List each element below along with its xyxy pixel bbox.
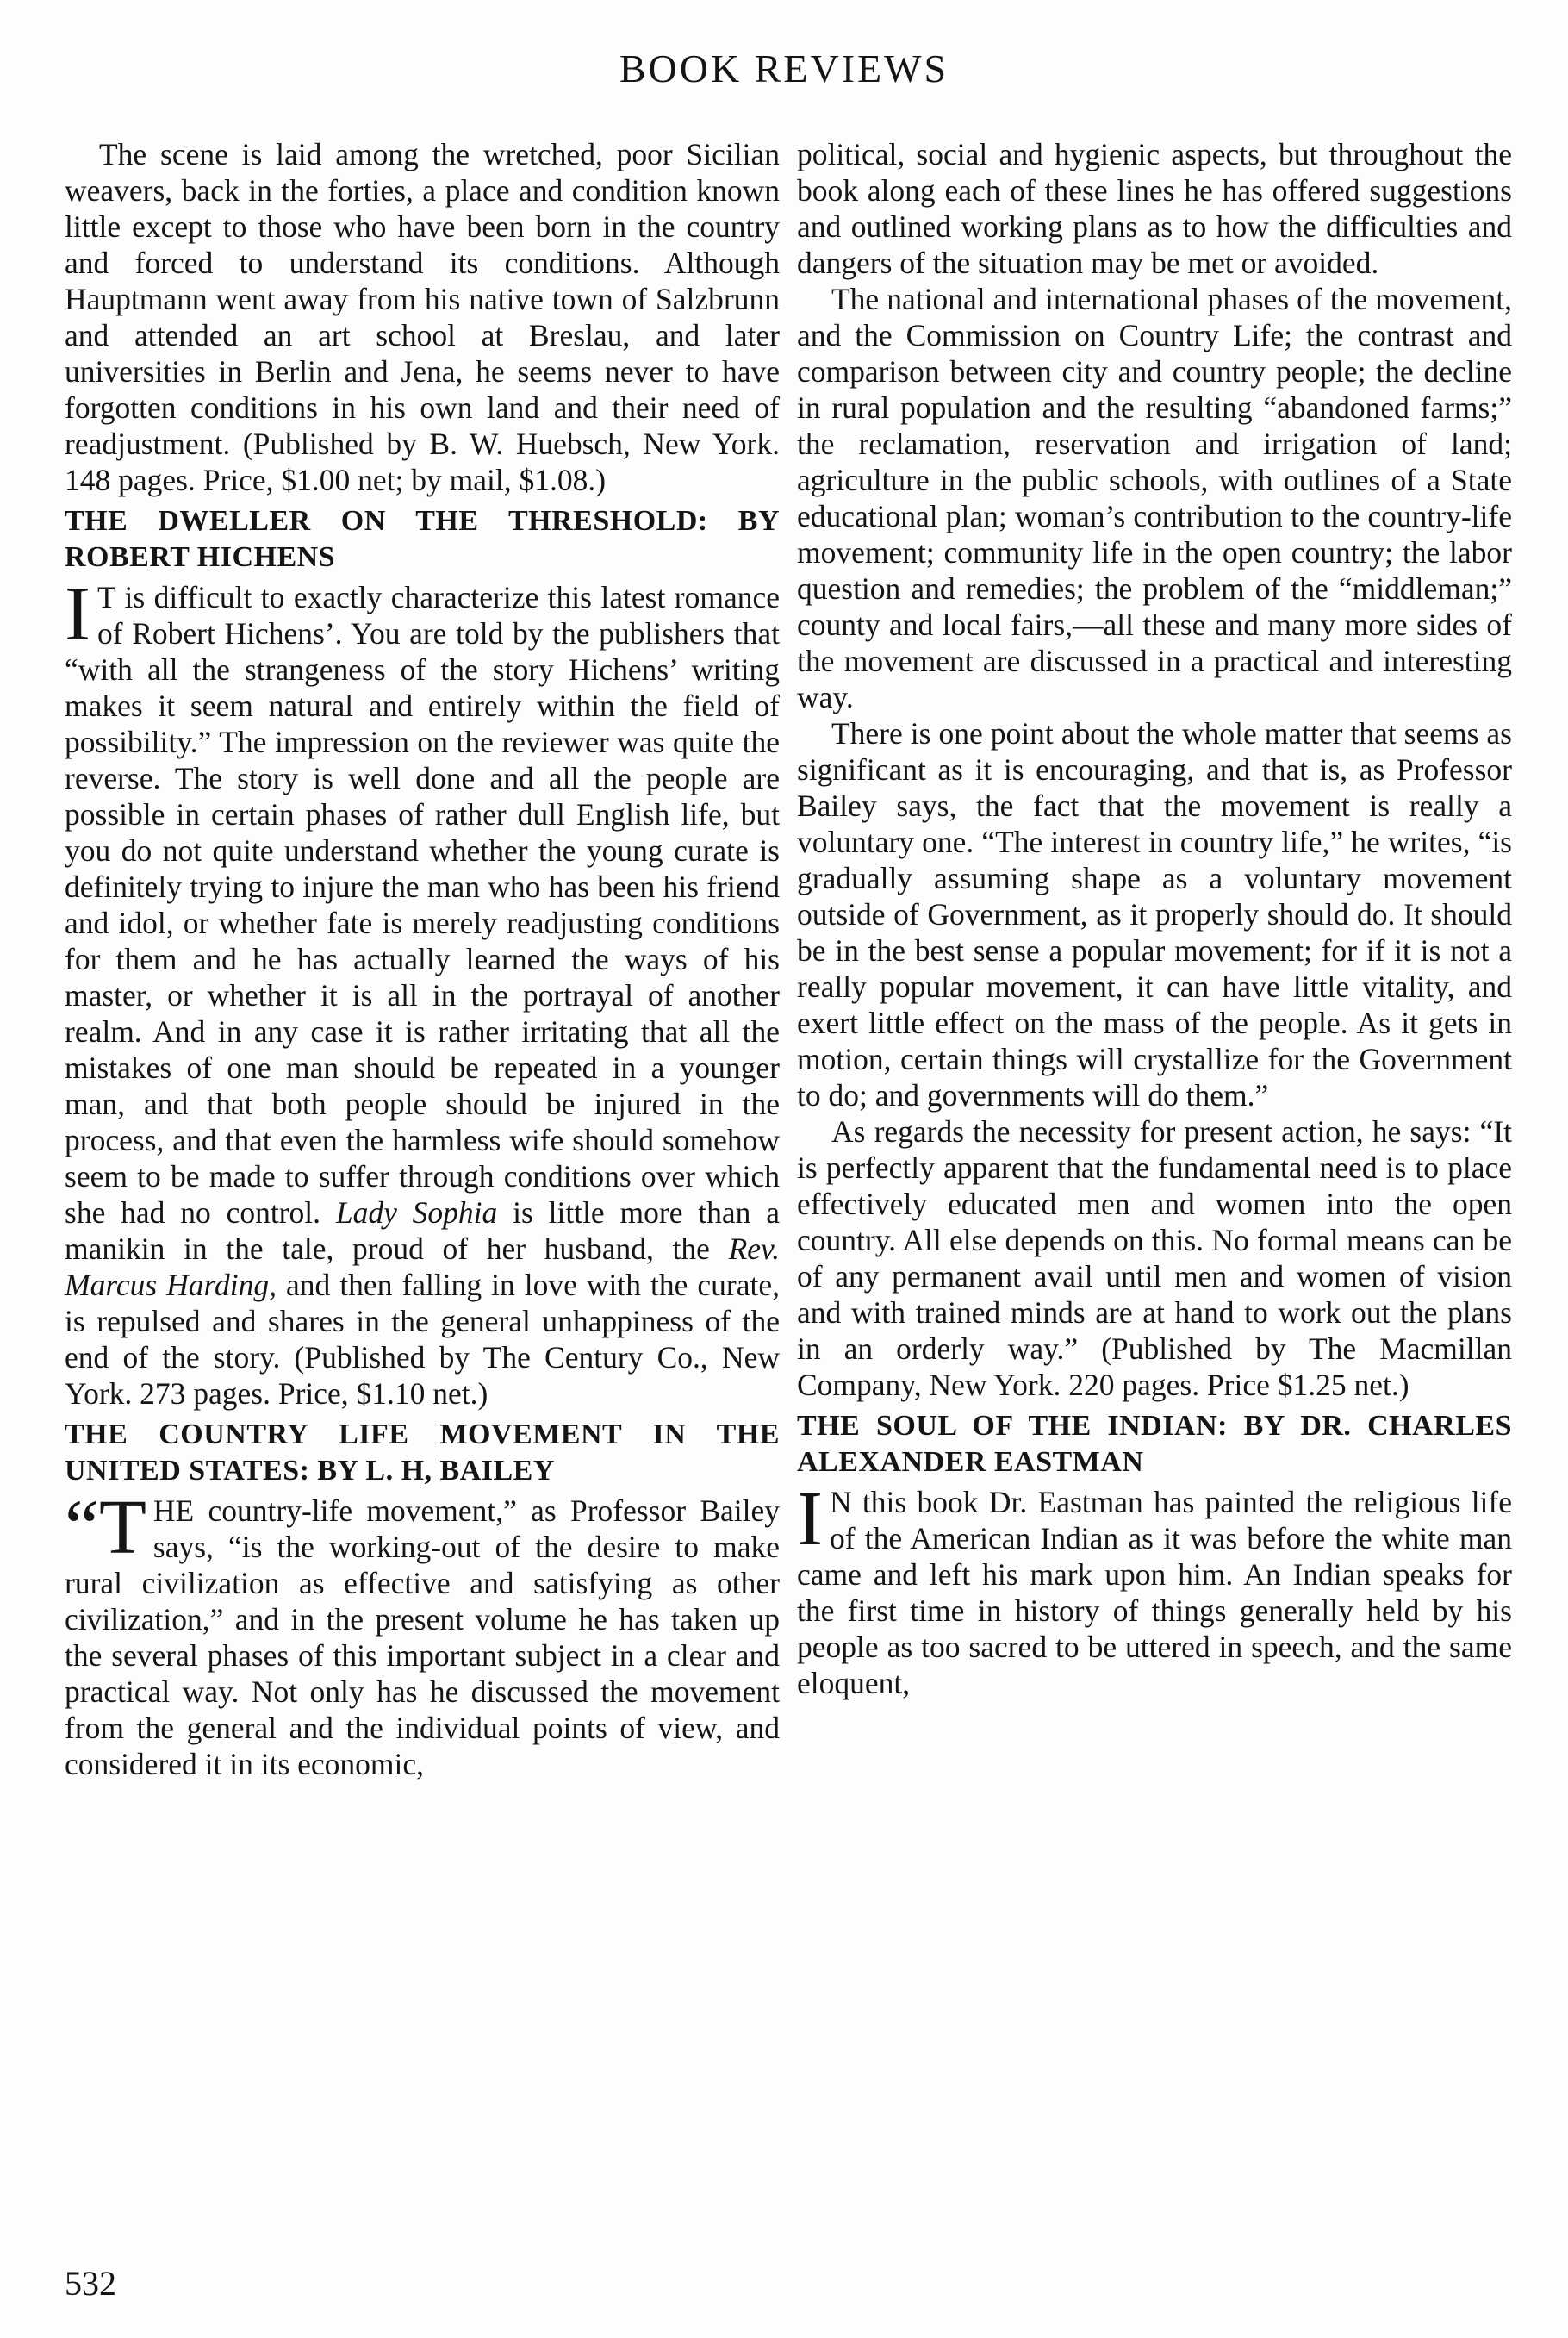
heading-soul-of-the-indian: THE SOUL OF THE INDIAN: BY DR. CHARLES ALEXANDER EASTMAN bbox=[797, 1410, 1512, 1478]
soul-of-indian-review bbox=[797, 1476, 1512, 1701]
running-head: BOOK REVIEWS bbox=[619, 47, 949, 90]
italic-lady-sophia: Lady Sophia bbox=[335, 1195, 498, 1230]
right-column bbox=[797, 136, 1512, 1701]
soul-of-indian-review-text: N this book Dr. Eastman has painted the religious life of the American Indian as it was before the white man came and left his mark upon him. An Indian speaks for the first time in history of things generally held by his people as too sacred to be uttered in speech, and the same eloquent, bbox=[797, 1485, 1512, 1700]
country-life-phases-paragraph: The national and international phases of the movement, and the Commission on Country Life; the contrast and comparison between city and country people; the decline in rural population and the resulting “abandoned farms;” the reclamation, reservation and irrigation of land; agriculture in the public schools, with outlines of a State educational plan; woman’s contribution to the country-life movement; community life in the open country; the labor question and remedies; the problem of the “middleman;” county and local fairs,—all these and many more sides of the movement are discussed in a practical and interesting way. bbox=[797, 282, 1512, 714]
dweller-review-text-b: is little more than a manikin in the tale, proud of her husband, the bbox=[65, 1195, 780, 1266]
country-life-present-action-paragraph: As regards the necessity for present action, he says: “It is perfectly apparent that the fundamental need is to place effectively educated men and women into the open country. All else depends on this. No formal means can be of any permanent avail until men and women of vision and with trained minds are at hand to work out the plans in an orderly way.” (Published by The Macmillan Company, New York. 220 pages. Price $1.25 net.) bbox=[797, 1114, 1512, 1402]
drop-cap: I bbox=[797, 1476, 823, 1562]
page-number: 532 bbox=[65, 2264, 116, 2303]
left-column bbox=[65, 136, 780, 1782]
heading-dweller-on-the-threshold: THE DWELLER ON THE THRESHOLD: BY ROBERT HICHENS bbox=[65, 505, 780, 573]
weavers-review-conclusion: The scene is laid among the wretched, poor Sicilian weavers, back in the forties, a place and condition known little except to those who have been born in the country and forced to understand its conditions. Although Hauptmann went away from his native town of Salzbrunn and attended an art school at Breslau, and later universities in Berlin and Jena, he seems never to have forgotten conditions in his own land and their need of readjustment. (Published by B. W. Huebsch, New York. 148 pages. Price, $1.00 net; by mail, $1.08.) bbox=[65, 137, 780, 497]
heading-country-life-movement: THE COUNTRY LIFE MOVEMENT IN THE UNITED STATES: BY L. H, BAILEY bbox=[65, 1418, 780, 1487]
italic-rev-marcus-harding: Rev. Marcus Harding, bbox=[65, 1231, 781, 1302]
dweller-review bbox=[65, 571, 781, 1412]
dweller-review-text-c: and then falling in love with the curate, is repulsed and shares in the general unhappiness of the end of the story. (Published by The Century Co., New York. 273 pages. Price, $1.10 net.) bbox=[65, 1268, 780, 1411]
country-life-review-text: HE country-life movement,” as Professor Bailey says, “is the working-out of the desire to make rural civilization as effective and satisfying as other civilization,” and in the present volume he has taken up the several phases of this important subject in a clear and practical way. Not only has he discussed the movement from the general and the individual points of view, and considered it in its economic, bbox=[65, 1493, 780, 1781]
country-life-review-start bbox=[65, 1485, 780, 1782]
dweller-review-text-a: T is difficult to exactly characterize this latest romance of Robert Hichens’. You are told by the publishers that “with all the strangeness of the story Hichens’ writing makes it seem natural and entirely within the field of possibility.” The impression on the reviewer was quite the reverse. The story is well done and all the people are possible in certain phases of rather dull English life, but you do not quite understand whether the young curate is definitely trying to injure the man who has been his friend and idol, or whether fate is merely readjusting conditions for them and he has actually learned the ways of his master, or whether it is all in the portrayal of another realm. And in any case it is rather irritating that all the mistakes of one man should be repeated in a younger man, and that both people should be injured in the process, and that even the harmless wife should somehow seem to be made to suffer through conditions over which she had no control. bbox=[65, 580, 780, 1230]
country-life-voluntary-paragraph: There is one point about the whole matter that seems as significant as it is encouraging, and that is, as Professor Bailey says, the fact that the movement is really a voluntary one. “The interest in country life,” he writes, “is gradually assuming shape as a voluntary movement outside of Government, as it properly should do. It should be in the best sense a popular movement; for if it is not a really popular movement, it can have little vitality, and exert little effect on the mass of the people. As it gets in motion, certain things will crystallize for the Government to do; and governments will do them.” bbox=[797, 716, 1512, 1113]
country-life-review-continued: political, social and hygienic aspects, but throughout the book along each of these lines he has offered suggestions and outlined working plans as to how the difficulties and dangers of the situation may be met or avoided. bbox=[797, 137, 1512, 280]
drop-cap: I bbox=[65, 571, 90, 657]
drop-cap: “T bbox=[65, 1485, 146, 1570]
